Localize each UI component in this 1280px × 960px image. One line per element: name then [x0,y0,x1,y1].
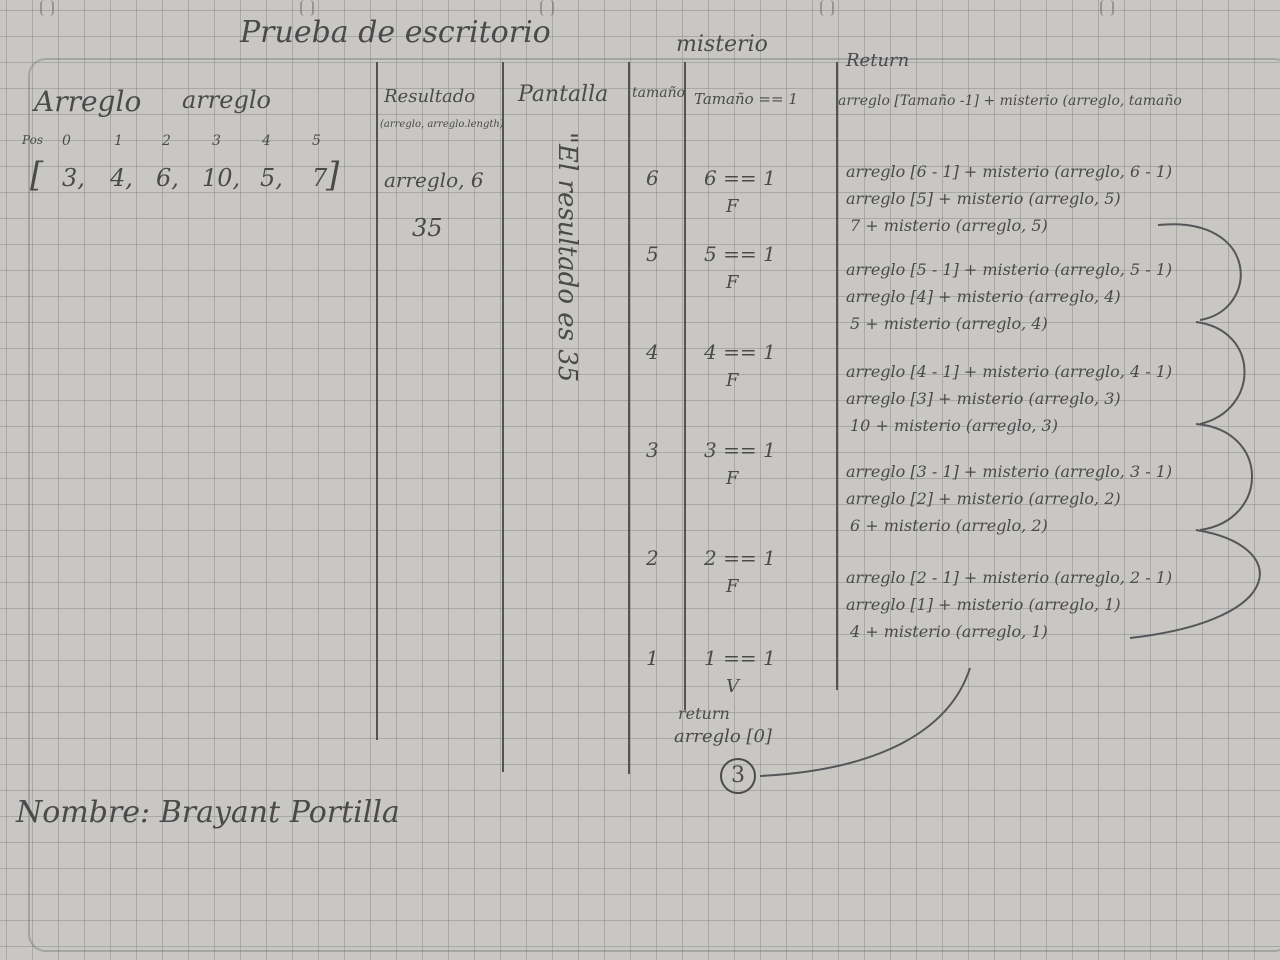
trace-condition: 6 == 1 [704,166,776,190]
resultado-value: 35 [412,214,443,242]
trace-condition: 2 == 1 [704,546,776,570]
return-arrow [1130,530,1260,638]
header-arreglo-var: arreglo [182,86,271,114]
trace-result: F [726,196,739,217]
array-value: 5, [260,164,283,192]
base-return-arrow [760,668,970,776]
trace-tamano: 4 [646,340,659,364]
header-resultado-args: (arreglo, arreglo.length) [380,119,504,130]
pantalla-output: "El resultado es 35 [552,132,582,383]
return-arrow [1158,224,1241,320]
trace-result: V [726,676,739,697]
trace-condition: 5 == 1 [704,242,776,266]
array-index: 4 [262,133,271,149]
array-close-bracket: ] [326,155,340,195]
return-expression: 4 + misterio (arreglo, 1) [850,622,1048,641]
array-open-bracket: [ [30,155,44,195]
trace-result: F [726,370,739,391]
trace-tamano: 1 [646,646,659,670]
header-return: Return [846,50,910,71]
array-value: 3, [62,164,85,192]
base-return-label: return [678,704,730,723]
function-name: misterio [676,32,768,57]
header-arreglo: Arreglo [34,85,142,118]
trace-result: F [726,576,739,597]
return-expression: arreglo [4 - 1] + misterio (arreglo, 4 - 1) [846,362,1173,381]
return-arrow [1196,322,1245,424]
header-condicion: Tamaño == 1 [694,90,798,108]
header-tamano: tamaño [632,85,686,101]
array-pos-label: Pos [22,133,43,147]
trace-result: F [726,468,739,489]
return-expression: arreglo [4] + misterio (arreglo, 4) [846,287,1121,306]
array-value: 4, [110,164,133,192]
array-index: 5 [312,133,321,149]
array-index: 1 [114,133,123,149]
return-expression: 5 + misterio (arreglo, 4) [850,314,1048,333]
array-index: 0 [62,133,71,149]
return-expression: arreglo [5] + misterio (arreglo, 5) [846,189,1121,208]
trace-condition: 1 == 1 [704,646,776,670]
author-name: Nombre: Brayant Portilla [16,795,400,830]
return-expression: 7 + misterio (arreglo, 5) [850,216,1048,235]
return-expression: 10 + misterio (arreglo, 3) [850,416,1058,435]
trace-tamano: 5 [646,242,659,266]
base-return-value: 3 [720,758,756,794]
base-return-expr: arreglo [0] [674,726,772,747]
return-expression: 6 + misterio (arreglo, 2) [850,516,1048,535]
array-index: 2 [162,133,171,149]
trace-tamano: 2 [646,546,659,570]
header-pantalla: Pantalla [518,82,609,107]
return-expression: arreglo [3 - 1] + misterio (arreglo, 3 - 1) [846,462,1173,481]
return-expression: arreglo [2] + misterio (arreglo, 2) [846,489,1121,508]
trace-tamano: 6 [646,166,659,190]
page-title: Prueba de escritorio [240,15,551,50]
array-index: 3 [212,133,221,149]
array-value: 6, [156,164,179,192]
array-value: 10, [202,164,241,192]
trace-result: F [726,272,739,293]
return-expression: arreglo [1] + misterio (arreglo, 1) [846,595,1121,614]
return-expression: arreglo [2 - 1] + misterio (arreglo, 2 - 1) [846,568,1173,587]
header-resultado: Resultado [384,86,476,107]
resultado-call: arreglo, 6 [384,168,484,192]
return-header-expr: arreglo [Tamaño -1] + misterio (arreglo, tamaño [838,93,1182,109]
return-arrow [1196,424,1252,530]
array-value: 7 [312,164,328,192]
trace-condition: 4 == 1 [704,340,776,364]
trace-condition: 3 == 1 [704,438,776,462]
return-expression: arreglo [6 - 1] + misterio (arreglo, 6 - 1) [846,162,1173,181]
trace-tamano: 3 [646,438,659,462]
return-expression: arreglo [3] + misterio (arreglo, 3) [846,389,1121,408]
return-expression: arreglo [5 - 1] + misterio (arreglo, 5 - 1) [846,260,1173,279]
